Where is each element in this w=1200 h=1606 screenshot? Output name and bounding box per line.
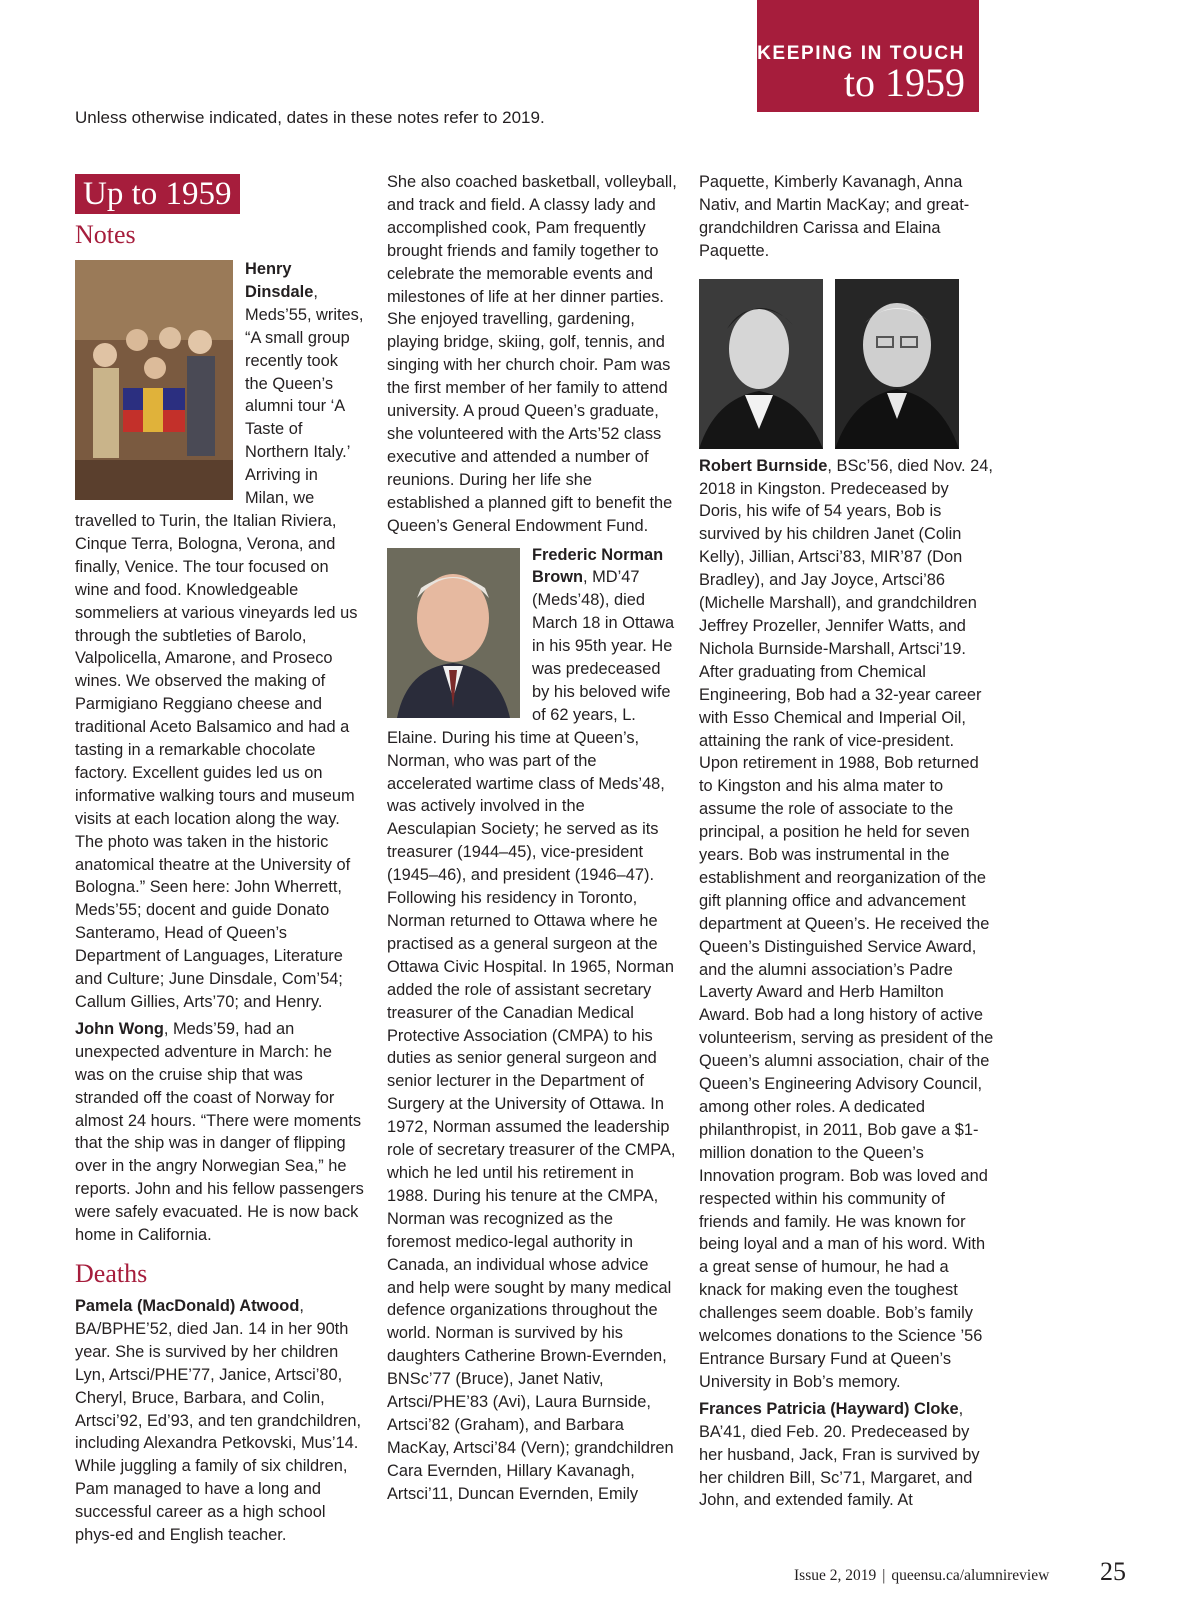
death-name: Pamela (MacDonald) Atwood (75, 1296, 300, 1315)
death-name: Robert Burnside (699, 456, 828, 475)
group-photo (75, 260, 233, 500)
note-name: John Wong (75, 1019, 164, 1038)
burnside-older-portrait (835, 279, 959, 449)
footer (794, 1567, 1049, 1585)
note-text: , Meds’55, writes, “A small group recently took the Queen’s alumni tour ‘A Taste of Northern Italy.’ Arriving in Milan, we travelled to Turin, the Italian Riviera, Cinque Terra, Bologna, Verona, and finally, Venice. The tour focused on wine and food. Knowledgeable sommeliers at various vineyards led us through the subtleties of Barolo, Valpolicella, Amarone, and Proseco wines. We observed the making of Parmigiano Reggiano cheese and traditional Aceto Balsamico and had a tasting in a remarkable chocolate factory. Excellent guides led us on informative walking tours and museum visits at each location along the way. The photo was taken in the historic anatomical theatre at the University of Bologna.” Seen here: John Wherrett, Meds’55; docent and guide Donato Santeramo, Head of Queen’s Department of Languages, Literature and Culture; June Dinsdale, Com’54; Callum Gillies, Arts’70; and Henry. (75, 282, 364, 1011)
death-atwood (75, 1295, 365, 1547)
burnside-young-illustration (699, 279, 823, 449)
death-name: Frederic Norman Brown (532, 545, 664, 587)
death-atwood-continued: She also coached basketball, volleyball, and track and field. A classy lady and accomplished cook, Pam frequently brought friends and family together to celebrate the memorable events and milestones of life at her dinner parties. She enjoyed travelling, gardening, playing bridge, skiing, golf, tennis, and singing with her church choir. Pam was the first member of her family to attend university. A proud Queen’s graduate, she volunteered with the Arts’52 class executive and attended a number of reunions. During her life she established a planned gift to benefit the Queen’s General Endowment Fund. (387, 173, 677, 535)
brown-portrait (387, 548, 520, 718)
page-number: 25 (1100, 1557, 1126, 1586)
note-name: Henry Dinsdale (245, 260, 314, 301)
column-3 (699, 171, 994, 1516)
death-text: , BA/BPHE’52, died Jan. 14 in her 90th year. She is survived by her children Lyn, Artsci/PHE’77, Janice, Artsci’80, Cheryl, Bruce, Barbara, and Colin, Artsci’92, Ed’93, and ten grandchildren, including Alexandra Petkovski, Mus’14. While juggling a family of six children, Pam managed to have a long and successful career as a high school phys-ed and English teacher. (75, 1296, 362, 1545)
intro-note: Unless otherwise indicated, dates in these notes refer to 2019. (75, 108, 545, 127)
footer-separator: | (882, 1567, 886, 1584)
group-photo-illustration (75, 260, 233, 500)
note-wong (75, 1018, 365, 1247)
footer-issue: Issue 2, 2019 (794, 1567, 877, 1584)
death-burnside (699, 455, 994, 1394)
deaths-heading: Deaths (75, 1258, 148, 1288)
section-kicker: KEEPING IN TOUCH (757, 43, 965, 64)
death-cloke (699, 1398, 994, 1513)
death-text: , BA’41, died Feb. 20. Predeceased by her husband, Jack, Fran is survived by her children Bill, Sc’71, Margaret, and John, and extended family. At (699, 1399, 980, 1510)
death-text: , BSc’56, died Nov. 24, 2018 in Kingston. Predeceased by Doris, his wife of 54 years, Bob is survived by his children Janet (Colin Kelly), Jillian, Artsci’83, MIR’87 (Don Bradley), and Jay Joyce, Artsci’86 (Michelle Marshall), and grandchildren Jeffrey Prozeller, Jennifer Watts, and Nichola Burnside-Marshall, Artsci’19. After graduating from Chemical Engineering, Bob had a 32-year career with Esso Chemical and Imperial Oil, attaining the rank of vice-president. Upon retirement in 1988, Bob returned to Kingston and his alma mater to assume the role of associate to the principal, a position he held for seven years. Bob was instrumental in the establishment and reorganization of the gift planning office and advancement department at Queen’s. He received the Queen’s Distinguished Service Award, and the alumni association’s Padre Laverty Award and Herb Hamilton Award. Bob had a long history of active volunteerism, serving as president of the Queen’s alumni association, chair of the Queen’s Engineering Advisory Council, among other roles. A dedicated philanthropist, in 2011, Bob gave a $1-million donation to the Queen’s Innovation program. Bob was loved and respected within his community of friends and family. He was known for being loyal and a man of his word. With a great sense of humour, he had a knack for making even the toughest challenges seem doable. Bob’s family welcomes donations to the Science ’56 Entrance Bursary Fund at Queen’s University in Bob’s memory. (699, 456, 994, 1391)
death-brown (387, 544, 677, 1506)
section-banner: Up to 1959 (75, 174, 240, 214)
note-text: , Meds’59, had an unexpected adventure in March: he was on the cruise ship that was stranded off the coast of Norway for almost 24 hours. “There were moments that the ship was in danger of flipping over in the angry Norwegian Sea,” he reports. John and his fellow passengers were safely evacuated. He is now back home in California. (75, 1019, 364, 1245)
death-text: , MD’47 (Meds’48), died March 18 in Ottawa in his 95th year. He was predeceased by his beloved wife of 62 years, L. Elaine. During his time at Queen’s, Norman, who was part of the accelerated wartime class of Meds’48, was actively involved in the Aesculapian Society; he served as its treasurer (1944–45), vice-president (1945–46), and president (1946–47). Following his residency in Toronto, Norman returned to Ottawa where he practised as a general surgeon at the Ottawa Civic Hospital. In 1965, Norman added the role of assistant secretary treasurer of the Canadian Medical Protective Association (CMPA) to his duties as senior general surgeon and senior lecturer in the Department of Surgery at the University of Ottawa. In 1972, Norman assumed the leadership role of secretary treasurer of the CMPA, which he led until his retirement in 1988. During his tenure at the CMPA, Norman was recognized as the foremost medico-legal authority in Canada, an individual whose advice and help were sought by many medical defence organizations throughout the world. Norman is survived by his daughters Catherine Brown-Evernden, BNSc’77 (Bruce), Janet Nativ, Artsci/PHE’83 (Avi), Laura Burnside, Artsci’82 (Graham), and Barbara MacKay, Artsci’84 (Vern); grandchildren Cara Evernden, Hillary Kavanagh, Artsci’11, Duncan Evernden, Emily (387, 568, 676, 1503)
notes-heading: Notes (75, 220, 136, 249)
brown-portrait-illustration (387, 548, 520, 718)
note-dinsdale (75, 258, 365, 1014)
death-brown-continued: Paquette, Kimberly Kavanagh, Anna Nativ, and Martin MacKay; and great-grandchildren Carissa and Elaina Paquette. (699, 173, 970, 260)
burnside-young-portrait (699, 279, 823, 449)
column-1 (75, 170, 365, 1551)
footer-url[interactable]: queensu.ca/alumnireview (891, 1567, 1050, 1584)
section-tab (757, 0, 979, 112)
column-2 (387, 171, 677, 1510)
death-name: Frances Patricia (Hayward) Cloke (699, 1399, 959, 1418)
burnside-photos (699, 279, 994, 449)
burnside-older-illustration (835, 279, 959, 449)
section-year: to 1959 (843, 60, 965, 105)
